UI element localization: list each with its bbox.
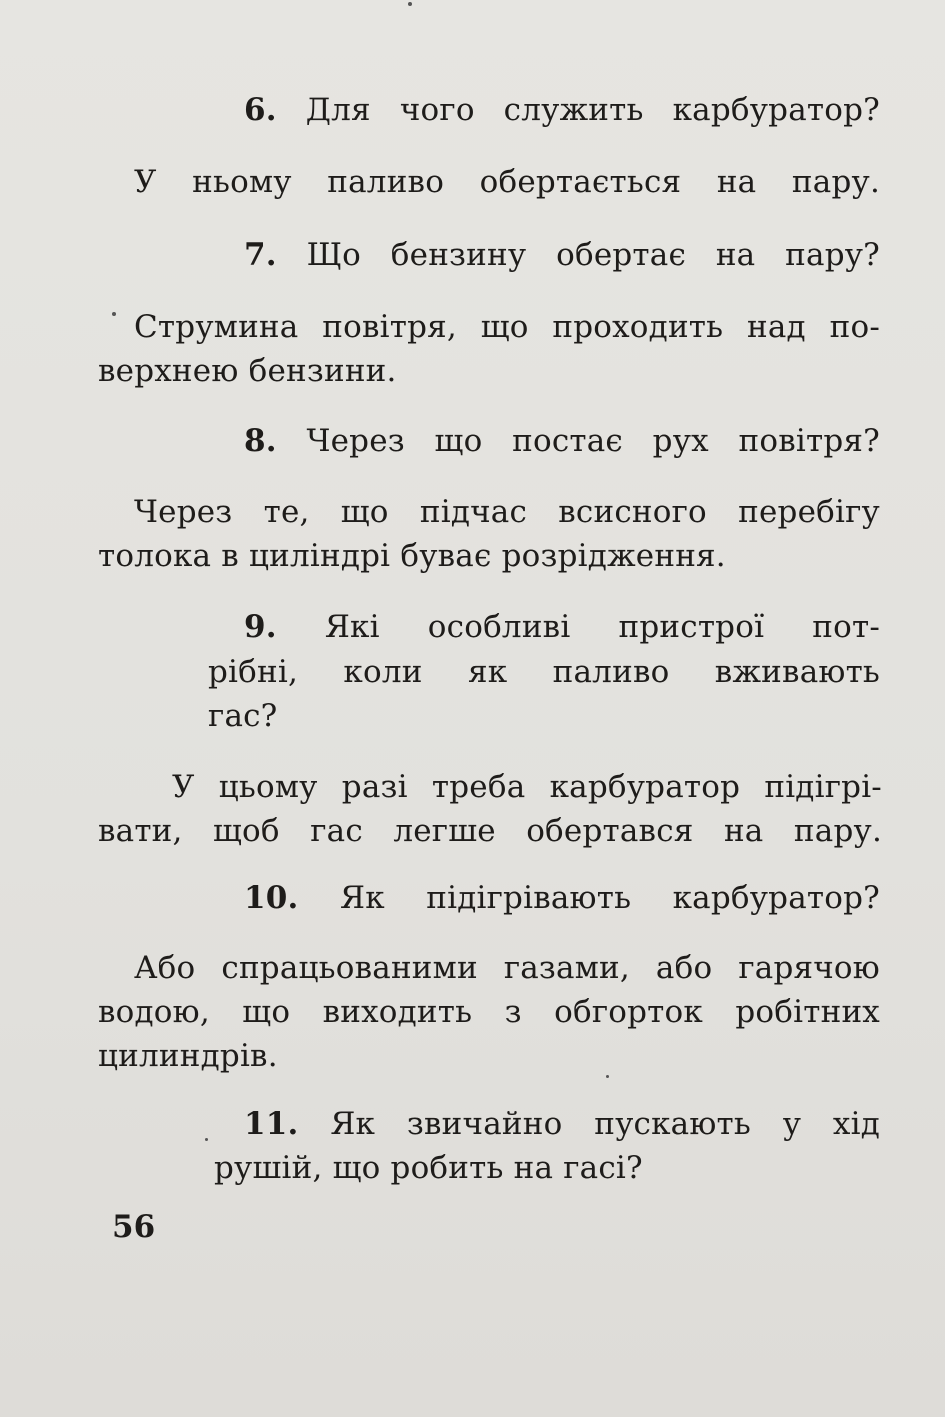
speck [205,1138,208,1141]
answer-8 [134,490,880,534]
question-9 [244,605,880,649]
question-text: Що бензину обертає на пару? [306,237,880,273]
answer-line: толока в циліндрі буває розрідження. [98,538,726,574]
question-text: гас? [208,698,278,734]
question-text: Як підігрівають карбуратор? [339,880,880,916]
question-text: рібні, коли як паливо вживають [208,654,880,690]
question-text: Як звичайно пускають у хід [330,1106,880,1142]
answer-line: У ньому паливо обертається на пару. [134,164,880,200]
answer-7-cont [98,349,880,393]
page-number: 56 [112,1209,156,1245]
answer-line: водою, що виходить з обгорток робітних [98,994,880,1030]
answer-9 [172,765,882,809]
question-text: Які особливі пристрої пот- [324,609,880,645]
question-number: 8. [244,423,277,459]
answer-line: цилиндрів. [98,1038,278,1074]
answer-10-line2 [98,990,880,1034]
question-9-line3 [208,694,880,738]
question-6 [244,88,880,132]
question-7 [244,233,880,277]
answer-line: Струмина повітря, що проходить над по- [134,309,880,345]
answer-line: Або спрацьованими газами, або гарячою [134,950,880,986]
question-text: рушій, що робить на гасі? [214,1150,643,1186]
answer-6 [134,160,880,204]
answer-9-cont [98,809,882,853]
answer-line: верхнею бензини. [98,353,397,389]
answer-8-cont [98,534,880,578]
question-10 [244,876,880,920]
answer-line: У цьому разі треба карбуратор підігрі- [172,769,882,805]
speck [112,312,116,316]
answer-7 [134,305,880,349]
answer-line: Через те, що підчас всисного перебігу [134,494,880,530]
question-number: 9. [244,609,277,645]
question-8 [244,419,880,463]
question-number: 7. [244,237,277,273]
answer-10 [134,946,880,990]
speck [606,1075,609,1078]
question-number: 10. [244,880,299,916]
question-9-line2 [208,650,880,694]
question-11-line2 [214,1146,880,1190]
answer-line: вати, щоб гас легше обертався на пару. [98,813,882,849]
question-text: Через що постає рух повітря? [306,423,880,459]
answer-10-line3 [98,1034,880,1078]
question-number: 11. [244,1106,299,1142]
question-number: 6. [244,92,277,128]
speck [408,2,412,6]
question-11 [244,1102,880,1146]
question-text: Для чого служить карбуратор? [305,92,880,128]
